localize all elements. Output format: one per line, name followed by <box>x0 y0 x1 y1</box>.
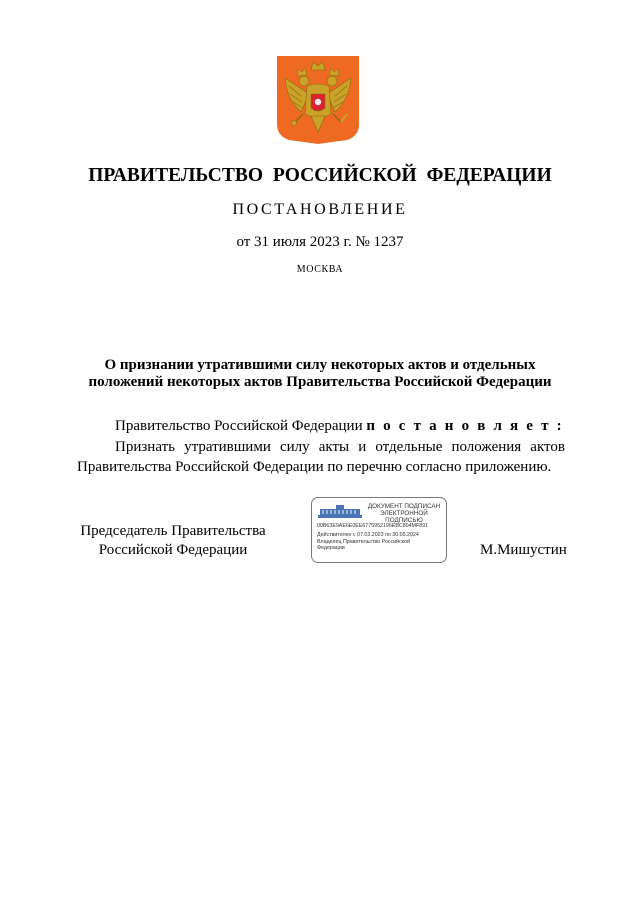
signer-name: М.Мишустин <box>480 542 567 558</box>
certificate-owner: Владелец Правительство Российской <box>317 539 411 545</box>
signer-position-line-2: Российской Федерации <box>98 542 248 558</box>
stamp-header-line-2: ЭЛЕКТРОННОЙ ПОДПИСЬЮ <box>380 510 428 525</box>
document-type: ПОСТАНОВЛЕНИЕ <box>232 201 408 218</box>
resolution-paragraph-line-2: Правительства Российской Федерации по перечню согласно приложению. <box>77 459 552 475</box>
signer-position <box>68 522 278 560</box>
government-building-icon <box>318 504 362 518</box>
document-city: МОСКВА <box>296 264 344 275</box>
certificate-owner-continued: Федерации <box>317 545 345 551</box>
resolution-intro <box>115 416 564 436</box>
subject-line-1: О признании утратившими силу некоторых актов и отдельных <box>104 357 536 373</box>
resolution-verb: п о с т а н о в л я е т : <box>366 418 564 434</box>
paragraph-text-1: Признать утратившими силу акты и отдельные положения актов <box>115 439 565 455</box>
document-date-number: от 31 июля 2023 г. № 1237 <box>236 234 404 250</box>
resolution-paragraph-line-1 <box>77 437 565 457</box>
subject-line-2: положений некоторых актов Правительства Российской Федерации <box>88 374 552 390</box>
document-subject <box>0 357 640 391</box>
certificate-validity: Действителен с 07.03.2023 по 30.05.2024 <box>317 532 419 538</box>
government-title: ПРАВИТЕЛЬСТВО РОССИЙСКОЙ ФЕДЕРАЦИИ <box>88 165 552 186</box>
stamp-header-line-1: ДОКУМЕНТ ПОДПИСАН <box>367 503 441 510</box>
electronic-signature-stamp <box>311 497 447 563</box>
coat-of-arms-icon <box>277 56 359 144</box>
signer-position-line-1: Председатель Правительства <box>80 523 266 539</box>
stamp-header <box>364 503 444 525</box>
certificate-serial: 00B63E9AE6E0EE6775952196EBC804MF891 <box>317 523 429 529</box>
resolution-subject: Правительство Российской Федерации <box>115 418 363 434</box>
